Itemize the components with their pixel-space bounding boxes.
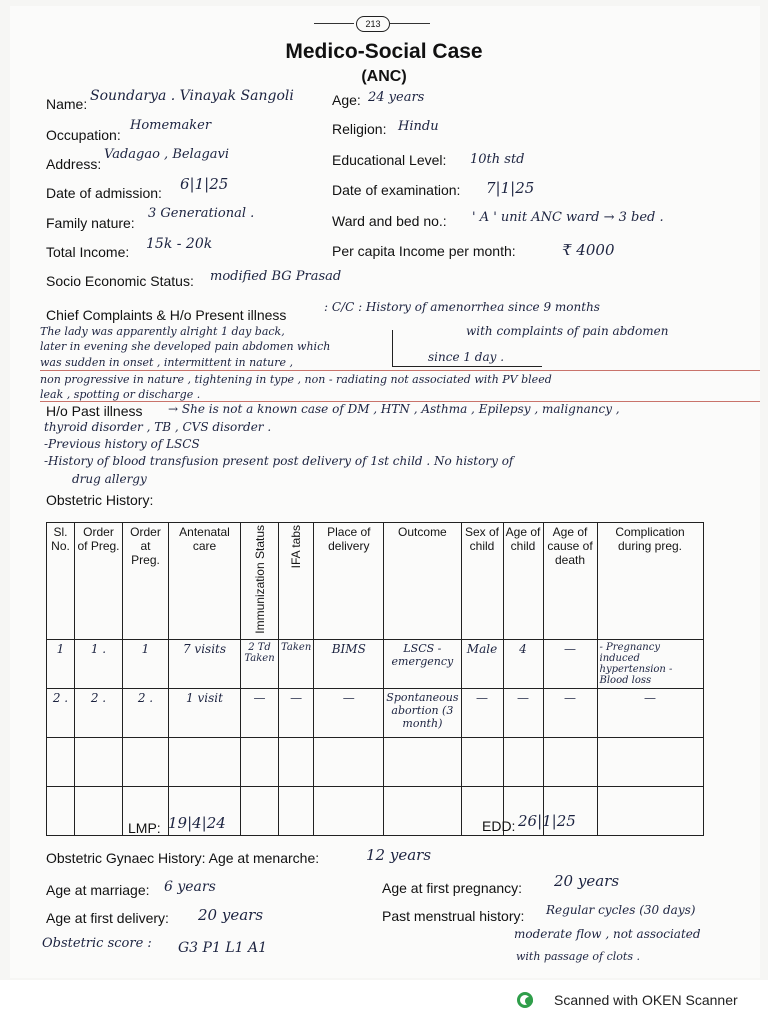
col-header: Order of Preg.	[75, 523, 123, 640]
lmp-label: LMP:	[128, 820, 161, 836]
table-cell: LSCS - emergency	[384, 639, 461, 688]
table-row	[47, 737, 704, 786]
obstetric-history-title: Obstetric History:	[46, 492, 154, 508]
col-header: Age of cause of death	[543, 523, 597, 640]
table-row	[47, 688, 704, 737]
hpi-line-2: later in evening she developed pain abdomen which	[40, 340, 331, 353]
address-value: Vadagao , Belagavi	[104, 147, 230, 162]
table-cell	[461, 737, 503, 786]
total-income-value: 15k - 20k	[146, 236, 213, 252]
age-value: 24 years	[368, 90, 425, 105]
examination-value: 7|1|25	[486, 179, 535, 197]
complaints-label: Chief Complaints & H/o Present illness	[46, 307, 287, 323]
obstetric-score-value: G3 P1 L1 A1	[178, 940, 267, 956]
table-cell: —	[461, 688, 503, 737]
first-pregnancy-label: Age at first pregnancy:	[382, 880, 523, 896]
complaint-box-underline	[392, 366, 542, 367]
total-income-label: Total Income:	[46, 244, 130, 260]
complaint-box-line-2: since 1 day .	[428, 350, 505, 364]
col-header-immunization	[241, 523, 279, 640]
margin-rule-1	[40, 370, 760, 371]
col-header-text: IFA tabs	[289, 525, 304, 569]
ses-value: modified BG Prasad	[210, 269, 342, 284]
table-cell: 1 visit	[169, 688, 241, 737]
ward-value: ' A ' unit ANC ward → 3 bed .	[472, 210, 664, 225]
table-cell: —	[543, 688, 597, 737]
hpi-line-5: leak , spotting or discharge .	[40, 388, 201, 401]
table-cell	[169, 737, 241, 786]
table-cell: - Pregnancy induced hypertension - Blood loss	[597, 639, 703, 688]
table-row	[47, 639, 704, 688]
family-nature-label: Family nature:	[46, 215, 135, 231]
table-cell	[314, 737, 384, 786]
table-cell	[241, 786, 279, 835]
hpi-line-4: non progressive in nature , tightening in type , non - radiating not associated with PV bleed	[40, 373, 552, 386]
table-cell: Male	[461, 639, 503, 688]
admission-label: Date of admission:	[46, 185, 162, 201]
marriage-age-label: Age at marriage:	[46, 882, 150, 898]
col-header: Antenatal care	[169, 523, 241, 640]
marriage-age-value: 6 years	[164, 879, 216, 895]
menstrual-history-line-3: with passage of clots .	[516, 950, 640, 963]
first-delivery-value: 20 years	[198, 906, 264, 924]
ward-label: Ward and bed no.:	[332, 213, 447, 229]
col-header: Sl. No.	[47, 523, 75, 640]
header-ornament-left	[314, 23, 354, 24]
menstrual-history-label: Past menstrual history:	[382, 908, 525, 924]
age-label: Age:	[332, 92, 361, 108]
hpi-line-1: The lady was apparently alright 1 day back,	[40, 325, 285, 338]
table-cell	[503, 737, 543, 786]
religion-label: Religion:	[332, 121, 387, 137]
ses-label: Socio Economic Status:	[46, 273, 194, 289]
table-cell	[597, 786, 703, 835]
name-value: Soundarya . Vinayak Sangoli	[90, 88, 294, 104]
table-cell: Spontaneous abortion (3 month)	[384, 688, 461, 737]
education-label: Educational Level:	[332, 152, 447, 168]
table-cell: —	[241, 688, 279, 737]
menarche-value: 12 years	[366, 846, 432, 864]
first-delivery-label: Age at first delivery:	[46, 910, 169, 926]
past-illness-line-2: thyroid disorder , TB , CVS disorder .	[44, 420, 272, 434]
table-cell: 2 Td Taken	[241, 639, 279, 688]
table-cell: 4	[503, 639, 543, 688]
menstrual-history-line-1: Regular cycles (30 days)	[546, 903, 696, 917]
obstetric-score-label: Obstetric score :	[42, 936, 152, 951]
table-cell: —	[543, 639, 597, 688]
occupation-value: Homemaker	[130, 118, 212, 133]
address-label: Address:	[46, 156, 102, 172]
header-ornament-right	[390, 23, 430, 24]
table-cell: —	[279, 688, 314, 737]
complaint-box-divider	[392, 330, 393, 366]
table-cell: 1	[47, 639, 75, 688]
table-cell	[75, 737, 123, 786]
edd-label: EDD:	[482, 818, 516, 834]
table-cell	[384, 737, 461, 786]
table-cell	[241, 737, 279, 786]
table-cell	[75, 786, 123, 835]
past-illness-line-1: → She is not a known case of DM , HTN , Asthma , Epilepsy , malignancy ,	[168, 402, 620, 416]
table-cell	[47, 737, 75, 786]
menstrual-history-line-2: moderate flow , not associated	[514, 927, 701, 941]
page-number-badge: 213	[356, 16, 390, 32]
table-header-row	[47, 523, 704, 640]
table-cell: Taken	[279, 639, 314, 688]
per-capita-value: ₹ 4000	[562, 241, 615, 259]
oken-scanner-logo-icon	[517, 992, 533, 1008]
table-cell	[279, 786, 314, 835]
table-cell: —	[597, 688, 703, 737]
col-header-text: Immunization Status	[252, 525, 267, 634]
complaint-box-line-1: with complaints of pain abdomen	[466, 324, 669, 338]
name-label: Name:	[46, 96, 88, 112]
obstetric-history-table	[46, 522, 704, 836]
occupation-label: Occupation:	[46, 127, 121, 143]
menarche-label: Obstetric Gynaec History: Age at menarche:	[46, 850, 320, 866]
table-cell	[279, 737, 314, 786]
past-illness-label: H/o Past illness	[46, 403, 143, 419]
table-cell: 2 .	[47, 688, 75, 737]
col-header-ifa	[279, 523, 314, 640]
edd-value: 26|1|25	[518, 812, 576, 830]
col-header: Sex of child	[461, 523, 503, 640]
col-header: Order at Preg.	[123, 523, 169, 640]
page-subtitle: (ANC)	[361, 68, 407, 85]
past-illness-line-5: drug allergy	[72, 472, 147, 486]
family-nature-value: 3 Generational .	[148, 206, 255, 221]
hpi-line-3: was sudden in onset , intermittent in nature ,	[40, 356, 293, 369]
scanner-watermark-text: Scanned with OKEN Scanner	[554, 992, 738, 1008]
per-capita-label: Per capita Income per month:	[332, 243, 516, 259]
table-cell: 2 .	[123, 688, 169, 737]
chief-complaint: : C/C : History of amenorrhea since 9 months	[324, 300, 600, 314]
table-cell	[543, 737, 597, 786]
admission-value: 6|1|25	[180, 175, 229, 193]
past-illness-line-3: -Previous history of LSCS	[44, 437, 200, 451]
table-cell	[123, 737, 169, 786]
table-cell: 2 .	[75, 688, 123, 737]
past-illness-line-4: -History of blood transfusion present post delivery of 1st child . No history of	[44, 454, 514, 468]
education-value: 10th std	[470, 152, 525, 167]
religion-value: Hindu	[398, 119, 439, 134]
col-header: Complication during preg.	[597, 523, 703, 640]
col-header: Outcome	[384, 523, 461, 640]
page-title: Medico-Social Case	[285, 40, 483, 63]
table-cell: 1	[123, 639, 169, 688]
lmp-value: 19|4|24	[168, 814, 226, 832]
table-cell: —	[503, 688, 543, 737]
table-cell	[384, 786, 461, 835]
first-pregnancy-value: 20 years	[554, 872, 620, 890]
table-cell	[314, 786, 384, 835]
table-cell: 7 visits	[169, 639, 241, 688]
table-cell: BIMS	[314, 639, 384, 688]
col-header: Place of delivery	[314, 523, 384, 640]
examination-label: Date of examination:	[332, 182, 461, 198]
table-cell	[47, 786, 75, 835]
table-cell	[597, 737, 703, 786]
table-cell: —	[314, 688, 384, 737]
table-cell: 1 .	[75, 639, 123, 688]
col-header: Age of child	[503, 523, 543, 640]
